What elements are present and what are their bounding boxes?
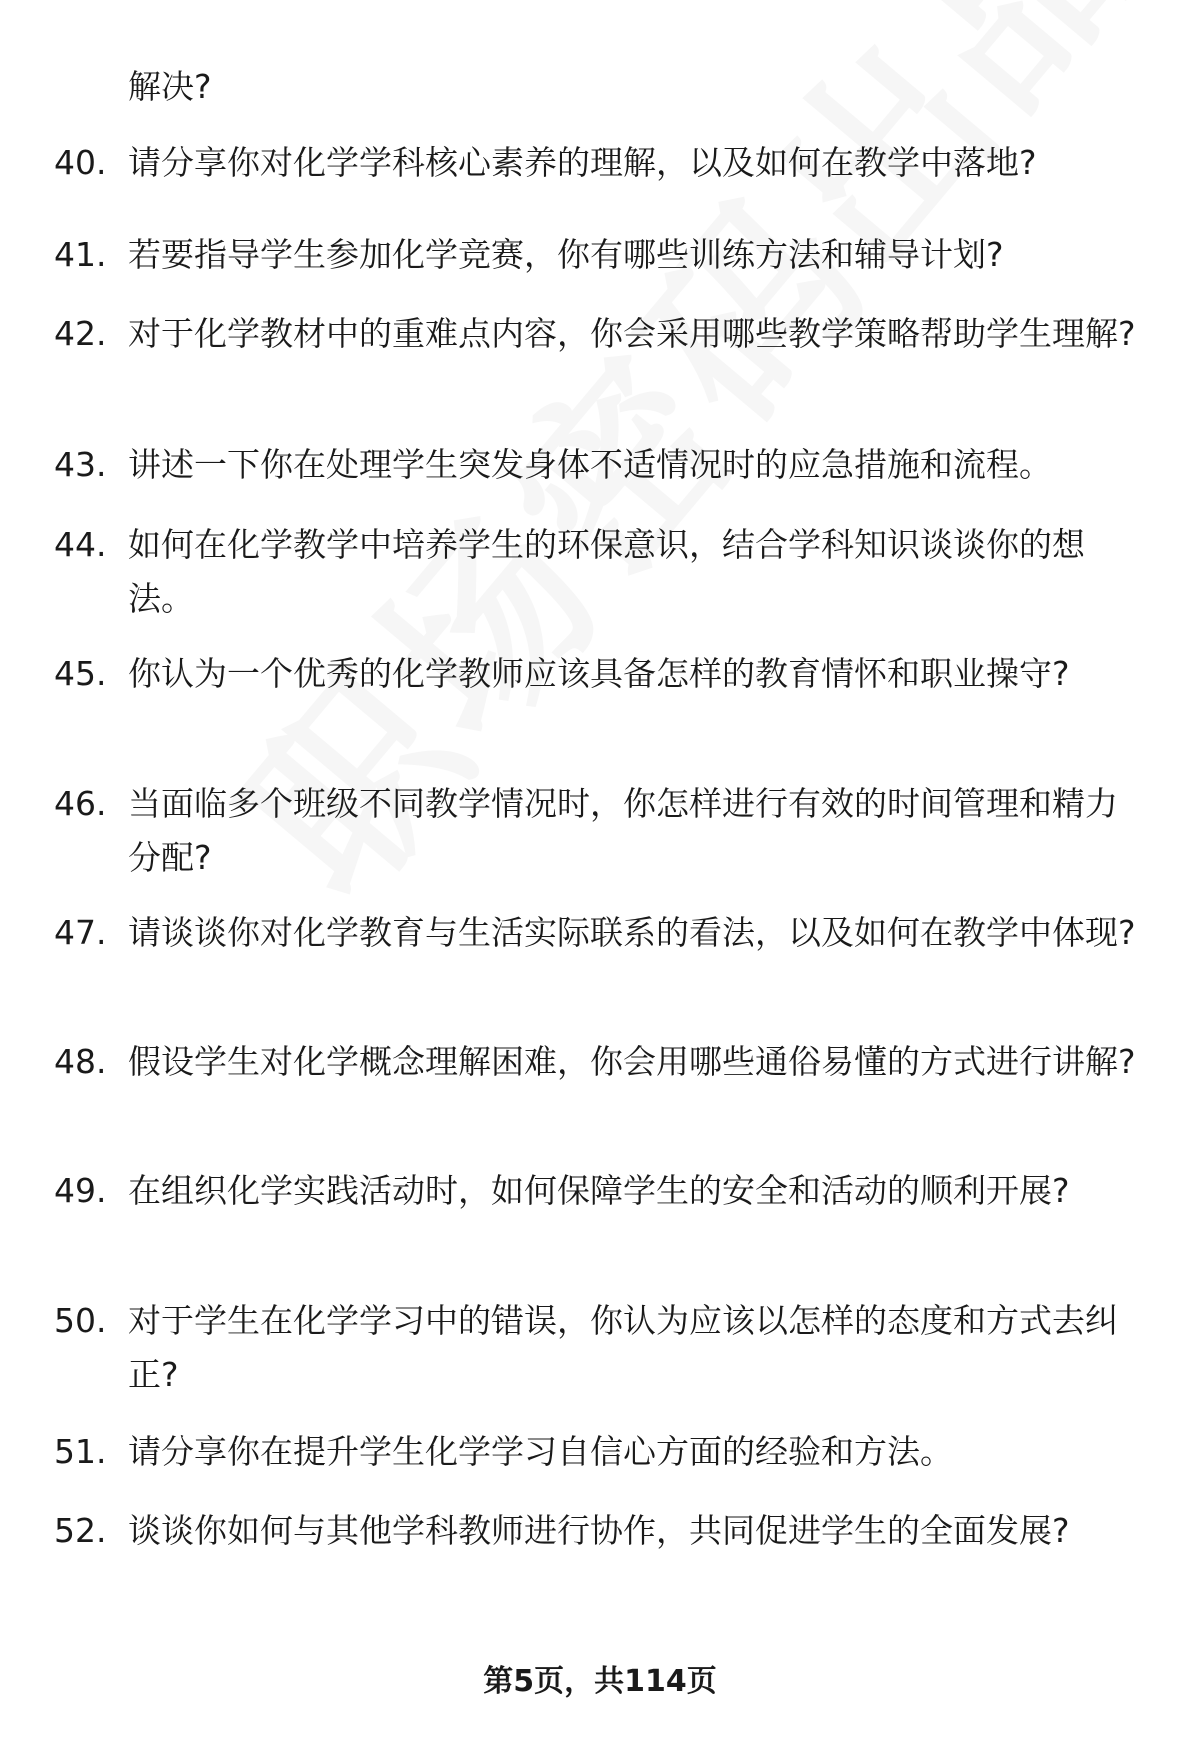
question-text: 对于化学教材中的重难点内容，你会采用哪些教学策略帮助学生理解? (128, 314, 1136, 353)
question-number: 50. (54, 1301, 107, 1340)
question-number: 47. (54, 913, 107, 952)
question-number: 44. (54, 525, 107, 564)
question-text: 谈谈你如何与其他学科教师进行协作，共同促进学生的全面发展? (128, 1511, 1070, 1550)
continuation-text: 解决? (128, 67, 212, 106)
question-text: 请分享你对化学学科核心素养的理解，以及如何在教学中落地? (128, 143, 1037, 182)
question-text: 你认为一个优秀的化学教师应该具备怎样的教育情怀和职业操守? (128, 654, 1070, 693)
question-number: 49. (54, 1171, 107, 1210)
question-number: 51. (54, 1432, 107, 1471)
question-number: 52. (54, 1511, 107, 1550)
question-number: 45. (54, 654, 107, 693)
question-text: 若要指导学生参加化学竞赛，你有哪些训练方法和辅导计划? (128, 235, 1004, 274)
question-number: 41. (54, 235, 107, 274)
question-number: 48. (54, 1042, 107, 1081)
question-text: 对于学生在化学学习中的错误，你认为应该以怎样的态度和方式去纠正? (128, 1301, 1118, 1394)
question-number: 42. (54, 314, 107, 353)
question-text: 请分享你在提升学生化学学习自信心方面的经验和方法。 (128, 1432, 953, 1471)
question-text: 在组织化学实践活动时，如何保障学生的安全和活动的顺利开展? (128, 1171, 1070, 1210)
question-number: 40. (54, 143, 107, 182)
page-footer: 第5页，共114页 (483, 1664, 717, 1699)
question-text: 如何在化学教学中培养学生的环保意识，结合学科知识谈谈你的想法。 (128, 525, 1085, 618)
question-text: 讲述一下你在处理学生突发身体不适情况时的应急措施和流程。 (128, 445, 1052, 484)
question-text: 当面临多个班级不同教学情况时，你怎样进行有效的时间管理和精力分配? (128, 784, 1118, 877)
question-text: 假设学生对化学概念理解困难，你会用哪些通俗易懂的方式进行讲解? (128, 1042, 1136, 1081)
question-text: 请谈谈你对化学教育与生活实际联系的看法，以及如何在教学中体现? (128, 913, 1136, 952)
question-number: 43. (54, 445, 107, 484)
question-number: 46. (54, 784, 107, 823)
